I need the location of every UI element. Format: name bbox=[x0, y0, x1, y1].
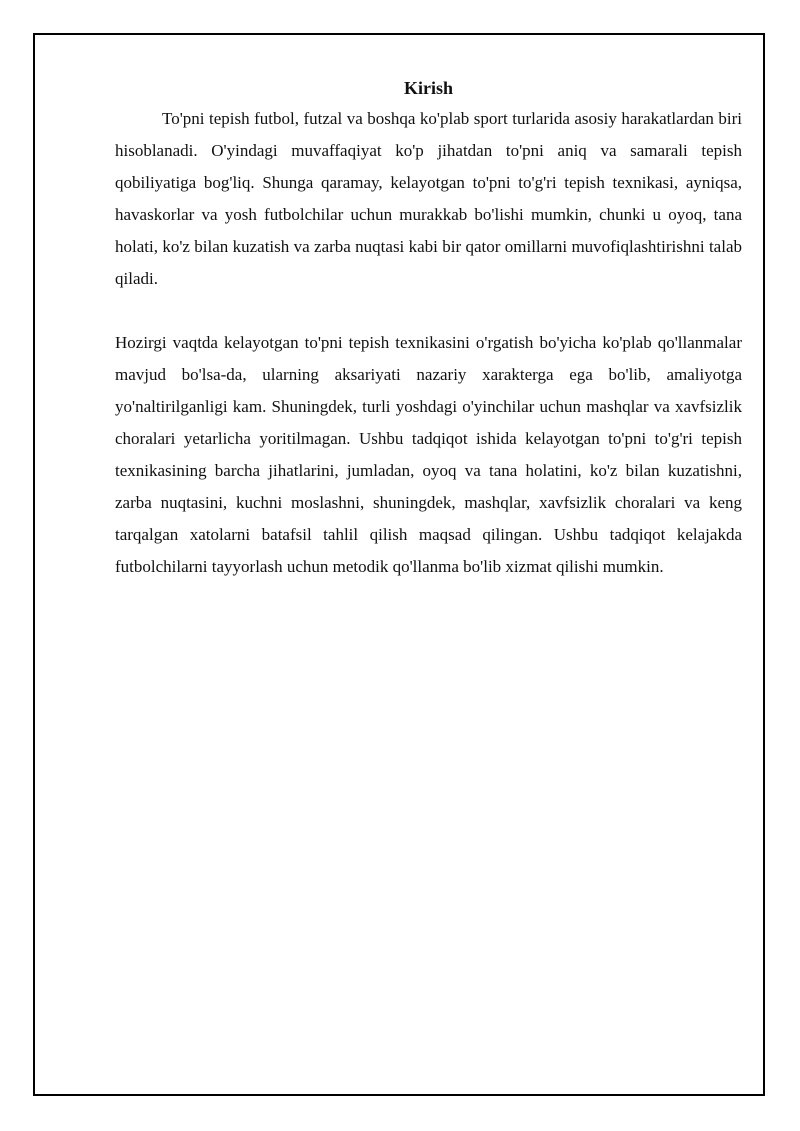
document-title: Kirish bbox=[403, 78, 453, 98]
paragraph-purpose: Hozirgi vaqtda kelayotgan to'pni tepish texnikasini o'rgatish bo'yicha ko'plab qo'llanmalar mavjud bo'lsa-da, ularning aksariyati nazariy xarakterga ega bo'lib, amaliyotga yo'naltirilganligi kam. Shuningdek, turli yoshdagi o'yinchilar uchun mashqlar va xavfsizlik choralari yetarlicha yoritilmagan. Ushbu tadqiqot ishida kelayotgan to'pni to'g'ri tepish texnikasining barcha jihatlarini, jumladan, oyoq va tana holatini, ko'z bilan kuzatishni, zarba nuqtasini, kuchni moslashni, shuningdek, mashqlar, xavfsizlik choralari va keng tarqalgan xatolarni batafsil tahlil qilish maqsad qilingan. Ushbu tadqiqot kelajakda futbolchilarni tayyorlash uchun metodik qo'llanma bo'lib xizmat qilishi mumkin. bbox=[115, 333, 742, 576]
document-body bbox=[115, 75, 742, 583]
paragraph-intro: To'pni tepish futbol, futzal va boshqa ko'plab sport turlarida asosiy harakatlardan biri hisoblanadi. O'yindagi muvaffaqiyat ko'p jihatdan to'pni aniq va samarali tepish qobiliyatiga bog'liq. Shunga qaramay, kelayotgan to'pni to'g'ri tepish texnikasi, ayniqsa, havaskorlar va yosh futbolchilar uchun murakkab bo'lishi mumkin, chunki u oyoq, tana holati, ko'z bilan kuzatish va zarba nuqtasi kabi bir qator omillarni muvofiqlashtirishni talab qiladi. bbox=[115, 109, 742, 288]
